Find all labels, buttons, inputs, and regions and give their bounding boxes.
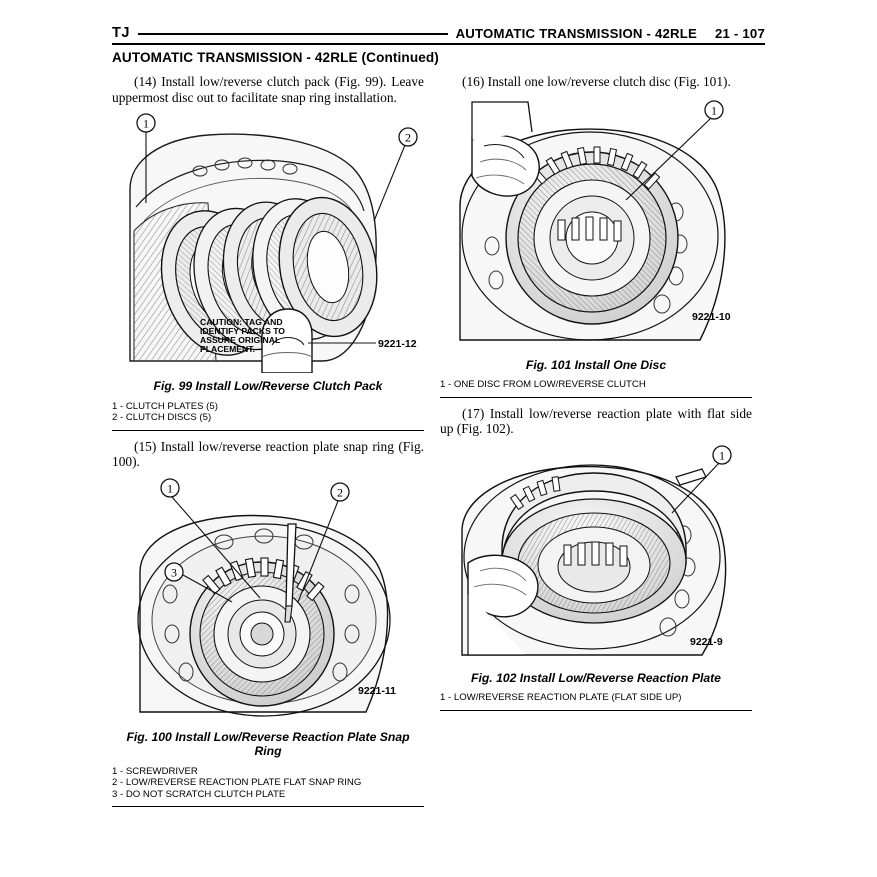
header-page-number: 21 - 107 <box>715 25 765 41</box>
figure-101-legend <box>440 379 752 390</box>
step-16-text: (16) Install one low/reverse clutch disc (Fig. 101). <box>462 74 731 89</box>
right-column <box>440 74 752 719</box>
legend-item: 3 - DO NOT SCRATCH CLUTCH PLATE <box>112 788 286 800</box>
figure-99-caption: Fig. 99 Install Low/Reverse Clutch Pack <box>153 379 383 394</box>
svg-text:2: 2 <box>405 130 411 145</box>
figure-101-image <box>440 96 752 352</box>
svg-text:CAUTION: TAG AND: CAUTION: TAG AND <box>200 317 283 328</box>
svg-text:9221-12: 9221-12 <box>378 338 417 351</box>
header-divider <box>112 43 765 45</box>
svg-text:1: 1 <box>143 116 149 131</box>
left-column <box>112 74 424 815</box>
figure-102-legend <box>440 692 752 703</box>
figure-102 <box>440 443 752 711</box>
svg-text:9221-11: 9221-11 <box>358 684 396 697</box>
svg-text:PLACEMENT.: PLACEMENT. <box>200 344 255 355</box>
step-17-text: (17) Install low/reverse reaction plate with flat side up (Fig. 102). <box>440 405 752 437</box>
figure-101-caption: Fig. 101 Install One Disc <box>525 357 667 372</box>
svg-text:9221-9: 9221-9 <box>690 635 723 648</box>
svg-text:3: 3 <box>171 565 177 580</box>
figure-100-caption: Fig. 100 Install Low/Reverse Reaction Plate Snap Ring <box>126 729 410 759</box>
svg-text:2: 2 <box>337 485 343 500</box>
header-rule <box>138 33 448 35</box>
step-15-text: (15) Install low/reverse reaction plate snap ring (Fig. 100). <box>112 438 424 470</box>
svg-text:1: 1 <box>711 103 717 118</box>
section-subheading: AUTOMATIC TRANSMISSION - 42RLE (Continued) <box>112 50 439 65</box>
legend-item: 2 - LOW/REVERSE REACTION PLATE FLAT SNAP RING <box>112 777 362 789</box>
figure-101-divider <box>440 397 752 398</box>
page-header <box>112 22 765 44</box>
figure-100 <box>112 476 424 807</box>
figure-100-image <box>112 476 424 724</box>
header-title: AUTOMATIC TRANSMISSION - 42RLE <box>455 25 697 41</box>
figure-101 <box>440 96 752 398</box>
figure-99 <box>112 111 424 430</box>
legend-item: 1 - CLUTCH PLATES (5) <box>112 400 218 412</box>
figure-99-divider <box>112 430 424 431</box>
legend-item: 1 - ONE DISC FROM LOW/REVERSE CLUTCH <box>440 379 646 391</box>
figure-102-caption: Fig. 102 Install Low/Reverse Reaction Plate <box>471 670 721 685</box>
legend-item: 1 - LOW/REVERSE REACTION PLATE (FLAT SIDE UP) <box>440 692 682 704</box>
figure-99-legend <box>112 401 424 424</box>
legend-item: 2 - CLUTCH DISCS (5) <box>112 412 212 424</box>
legend-item: 1 - SCREWDRIVER <box>112 765 198 777</box>
figure-99-image <box>112 111 424 373</box>
header-model: TJ <box>112 25 130 41</box>
figure-102-divider <box>440 710 752 711</box>
svg-text:ASSURE ORIGINAL: ASSURE ORIGINAL <box>200 335 281 346</box>
svg-text:1: 1 <box>167 481 173 496</box>
svg-text:9221-10: 9221-10 <box>692 310 731 323</box>
step-14-text: (14) Install low/reverse clutch pack (Fig. 99). Leave uppermost disc out to facilitate snap ring installation. <box>112 74 424 105</box>
figure-100-divider <box>112 806 424 807</box>
svg-text:1: 1 <box>719 448 725 463</box>
svg-text:IDENTIFY PACKS TO: IDENTIFY PACKS TO <box>200 326 285 337</box>
figure-100-legend <box>112 766 424 800</box>
figure-102-image <box>440 443 752 665</box>
